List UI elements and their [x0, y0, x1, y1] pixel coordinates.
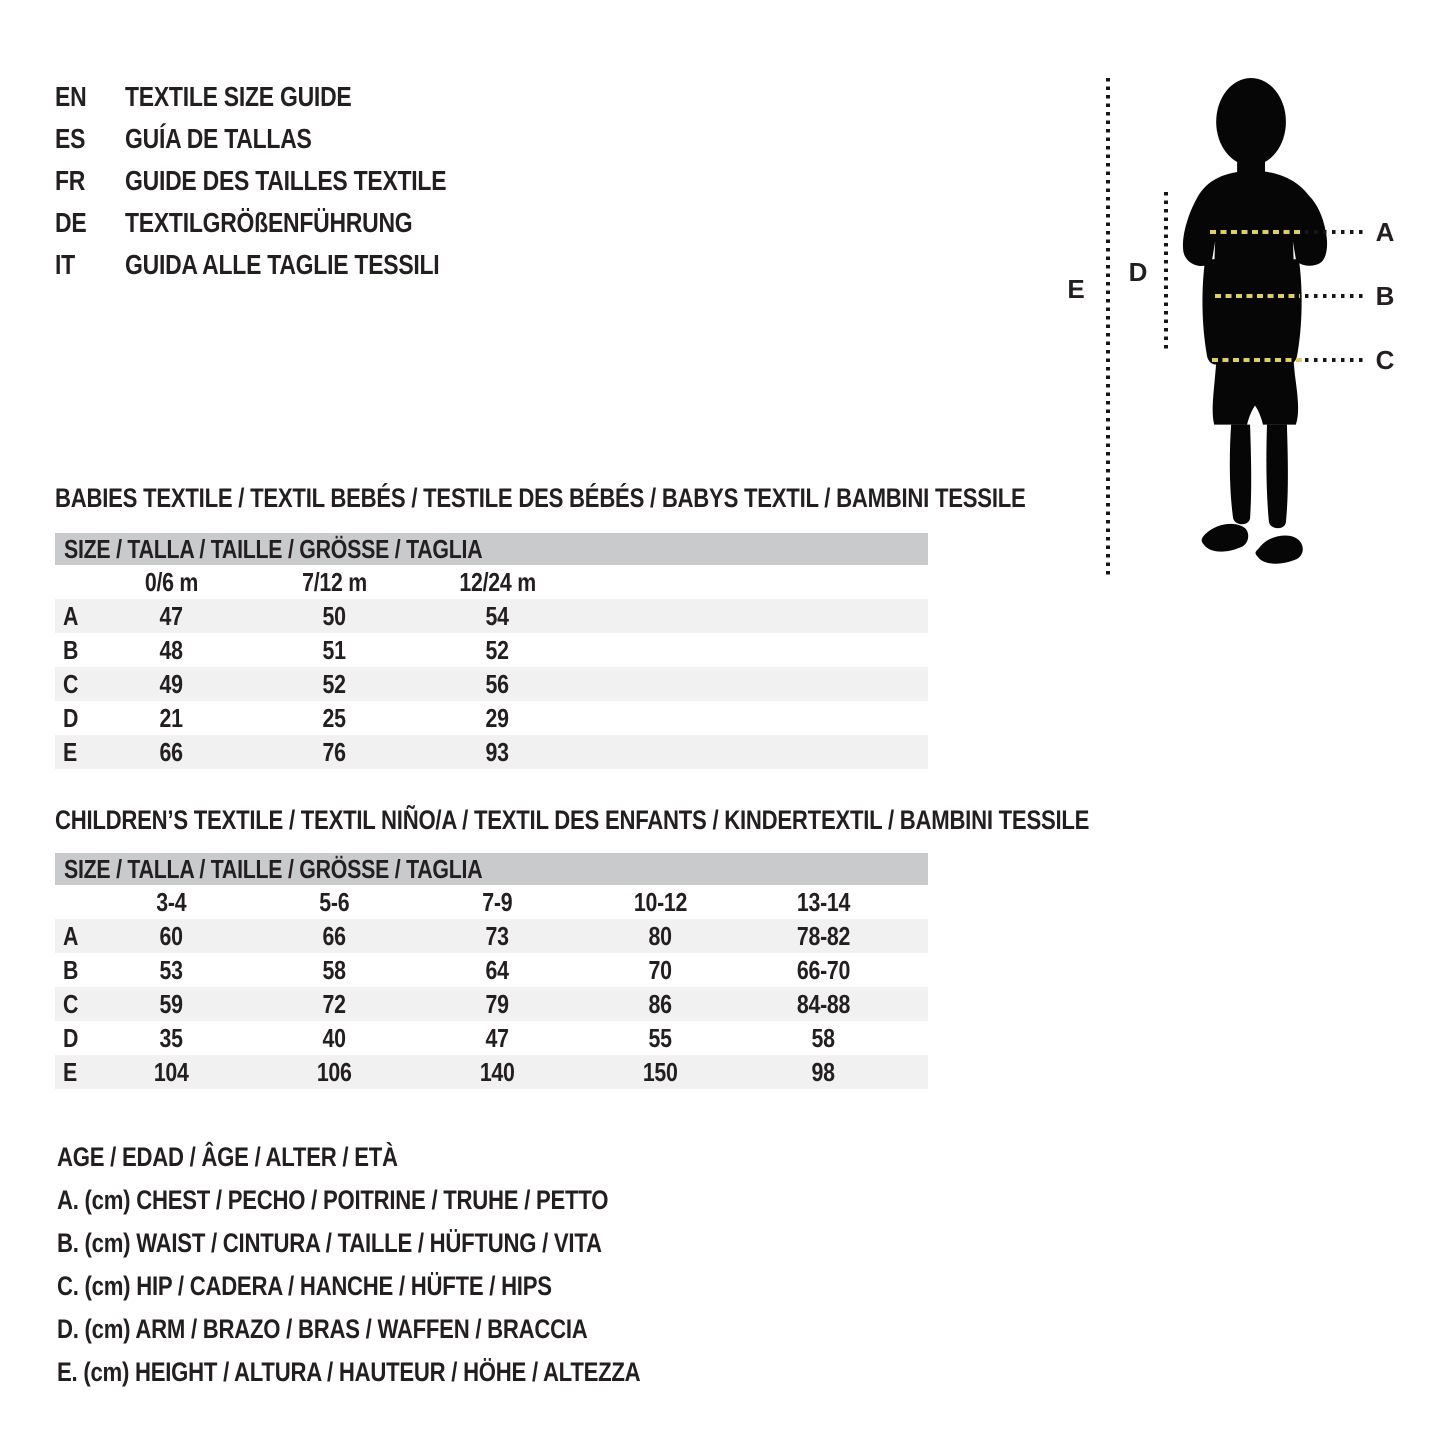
row-label: D [63, 1022, 79, 1053]
column-header: 7-9 [482, 886, 513, 917]
value-cell: 54 [485, 600, 510, 631]
empty-cell [742, 735, 905, 769]
value-cell: 104 [154, 1056, 189, 1087]
silhouette-shorts [1213, 353, 1298, 425]
value-cell: 40 [322, 1022, 347, 1053]
empty-cell [742, 599, 905, 633]
table-row [55, 987, 928, 1021]
value-cell: 58 [322, 954, 347, 985]
value-cell: 140 [480, 1056, 515, 1087]
language-code: DE [55, 207, 87, 238]
table-row [55, 599, 928, 633]
children-size-table [55, 853, 928, 1089]
table-row [55, 667, 928, 701]
row-label: E [63, 736, 77, 767]
value-cell: 93 [485, 736, 510, 767]
silhouette-left-shoe [1202, 524, 1249, 552]
value-cell: 66 [159, 736, 184, 767]
babies-size-header-bar [55, 533, 928, 565]
language-code: FR [55, 165, 86, 196]
measure-label-A: A [1375, 217, 1395, 247]
hip-measure-dash-C [1212, 358, 1304, 362]
children-column-header-row [55, 885, 928, 919]
empty-cell [742, 667, 905, 701]
value-cell: 48 [159, 634, 184, 665]
table-row [55, 633, 928, 667]
value-cell: 78-82 [796, 920, 851, 951]
value-cell: 76 [322, 736, 347, 767]
value-cell: 21 [159, 702, 184, 733]
column-header: 3-4 [156, 886, 187, 917]
column-header: 5-6 [319, 886, 350, 917]
empty-cell [742, 701, 905, 735]
value-cell: 150 [643, 1056, 678, 1087]
size-header-label: SIZE / TALLA / TAILLE / GRÖSSE / TAGLIA [64, 533, 483, 564]
silhouette-right-arm [1278, 259, 1301, 364]
measure-label-D: D [1128, 257, 1148, 287]
table-row [55, 735, 928, 769]
language-row-es [55, 118, 517, 160]
value-cell: 55 [648, 1022, 673, 1053]
row-label: A [63, 920, 79, 951]
value-cell: 66 [322, 920, 347, 951]
value-cell: 47 [159, 600, 184, 631]
column-header: 0/6 m [144, 566, 199, 597]
children-size-header-bar [55, 853, 928, 885]
value-cell: 29 [485, 702, 510, 733]
value-cell: 70 [648, 954, 673, 985]
chest-measure-line-A [1305, 230, 1363, 234]
empty-cell [579, 701, 742, 735]
table-row [55, 919, 928, 953]
value-cell: 64 [485, 954, 510, 985]
language-row-en [55, 76, 517, 118]
table-row [55, 701, 928, 735]
language-row-fr [55, 160, 517, 202]
value-cell: 52 [485, 634, 510, 665]
size-header-label: SIZE / TALLA / TAILLE / GRÖSSE / TAGLIA [64, 853, 483, 884]
legend-line-chest: A. (cm) CHEST / PECHO / POITRINE / TRUHE / PETTO [57, 1185, 609, 1215]
language-row-de [55, 202, 517, 244]
silhouette-left-arm [1202, 259, 1225, 364]
value-cell: 35 [159, 1022, 184, 1053]
row-label: E [63, 1056, 77, 1087]
language-title-block [55, 76, 517, 286]
legend-line-height: E. (cm) HEIGHT / ALTURA / HAUTEUR / HÖHE / ALTEZZA [57, 1357, 641, 1387]
empty-cell [55, 885, 90, 919]
language-code: IT [55, 249, 75, 280]
chest-measure-dash-A [1210, 230, 1302, 234]
value-cell: 86 [648, 988, 673, 1019]
table-row [55, 1021, 928, 1055]
value-cell: 25 [322, 702, 347, 733]
language-title: TEXTILE SIZE GUIDE [125, 81, 352, 112]
value-cell: 84-88 [796, 988, 851, 1019]
silhouette-right-leg [1266, 425, 1288, 529]
measure-label-E: E [1067, 274, 1085, 304]
measure-label-C: C [1375, 345, 1395, 375]
table-row [55, 953, 928, 987]
column-header: 10-12 [633, 886, 688, 917]
waist-measure-line-B [1305, 294, 1363, 298]
value-cell: 106 [317, 1056, 352, 1087]
language-code: ES [55, 123, 86, 154]
language-title: GUÍA DE TALLAS [125, 123, 312, 154]
babies-column-header-row [55, 565, 928, 599]
value-cell: 47 [485, 1022, 510, 1053]
silhouette-right-shoe [1255, 535, 1302, 563]
value-cell: 56 [485, 668, 510, 699]
empty-cell [579, 565, 742, 599]
column-header: 12/24 m [459, 566, 536, 597]
row-label: A [63, 600, 79, 631]
measurement-legend [57, 1136, 768, 1394]
arm-measure-line-D [1164, 192, 1168, 350]
babies-section-title [55, 483, 1239, 513]
row-label: C [63, 668, 79, 699]
measure-label-B: B [1375, 281, 1395, 311]
value-cell: 60 [159, 920, 184, 951]
legend-line-arm: D. (cm) ARM / BRAZO / BRAS / WAFFEN / BRACCIA [57, 1314, 588, 1344]
empty-cell [742, 633, 905, 667]
empty-cell [579, 735, 742, 769]
empty-cell [579, 667, 742, 701]
value-cell: 51 [322, 634, 347, 665]
row-label: D [63, 702, 79, 733]
empty-cell [742, 565, 905, 599]
column-header: 7/12 m [302, 566, 367, 597]
value-cell: 98 [811, 1056, 836, 1087]
children-section-title-text: CHILDREN’S TEXTILE / TEXTIL NIÑO/A / TEXTIL DES ENFANTS / KINDERTEXTIL / BAMBINI TESSILE [55, 805, 1090, 835]
legend-line-hip: C. (cm) HIP / CADERA / HANCHE / HÜFTE / HIPS [57, 1271, 552, 1301]
value-cell: 80 [648, 920, 673, 951]
value-cell: 72 [322, 988, 347, 1019]
value-cell: 58 [811, 1022, 836, 1053]
children-section-title [55, 805, 1316, 835]
row-label: C [63, 988, 79, 1019]
language-title: GUIDE DES TAILLES TEXTILE [125, 165, 447, 196]
value-cell: 52 [322, 668, 347, 699]
waist-measure-dash-B [1215, 294, 1300, 298]
value-cell: 49 [159, 668, 184, 699]
language-title: TEXTILGRÖßENFÜHRUNG [125, 207, 413, 238]
value-cell: 53 [159, 954, 184, 985]
column-header: 13-14 [796, 886, 851, 917]
table-row [55, 1055, 928, 1089]
babies-size-table [55, 533, 928, 769]
babies-section-title-text: BABIES TEXTILE / TEXTIL BEBÉS / TESTILE DES BÉBÉS / BABYS TEXTIL / BAMBINI TESSILE [55, 483, 1026, 513]
empty-cell [579, 633, 742, 667]
legend-line-age: AGE / EDAD / ÂGE / ALTER / ETÀ [57, 1142, 398, 1172]
value-cell: 59 [159, 988, 184, 1019]
row-label: B [63, 634, 79, 665]
row-label: B [63, 954, 79, 985]
language-code: EN [55, 81, 87, 112]
hip-measure-line-C [1305, 358, 1363, 362]
language-title: GUIDA ALLE TAGLIE TESSILI [125, 249, 440, 280]
language-row-it [55, 244, 517, 286]
empty-cell [55, 565, 90, 599]
value-cell: 66-70 [796, 954, 851, 985]
value-cell: 50 [322, 600, 347, 631]
value-cell: 73 [485, 920, 510, 951]
legend-line-waist: B. (cm) WAIST / CINTURA / TAILLE / HÜFTUNG / VITA [57, 1228, 602, 1258]
empty-cell [579, 599, 742, 633]
value-cell: 79 [485, 988, 510, 1019]
